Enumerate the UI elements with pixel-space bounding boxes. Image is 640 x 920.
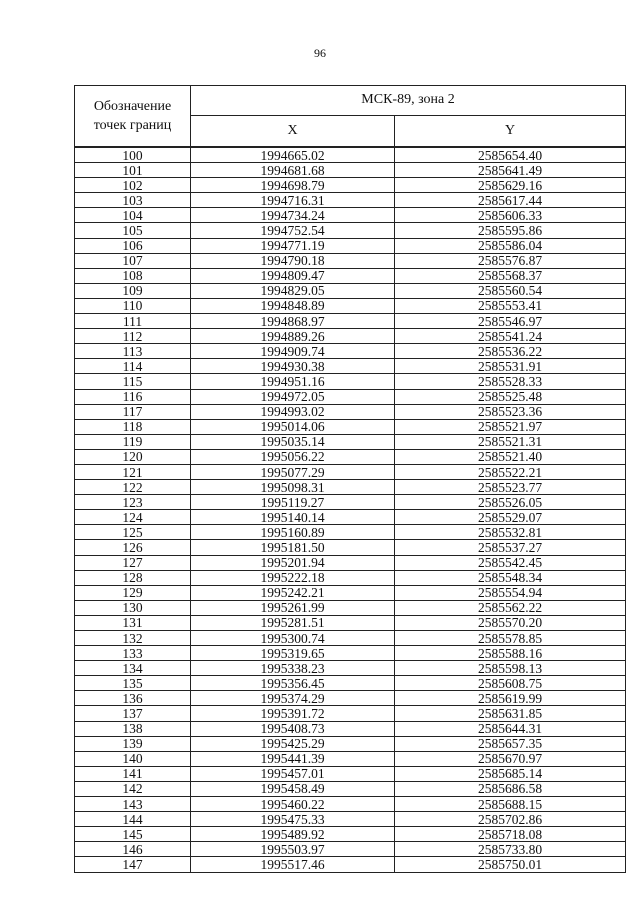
y-coordinate-cell: 2585588.16 <box>395 646 626 661</box>
table-row <box>75 449 626 464</box>
x-coordinate-cell: 1995391.72 <box>191 706 395 721</box>
y-coordinate-cell: 2585531.91 <box>395 359 626 374</box>
y-coordinate-cell: 2585541.24 <box>395 329 626 344</box>
point-id-cell: 142 <box>75 781 191 796</box>
y-coordinate-cell: 2585586.04 <box>395 238 626 253</box>
page-number: 96 <box>314 46 326 60</box>
point-id-cell: 101 <box>75 163 191 178</box>
point-id-cell: 135 <box>75 676 191 691</box>
x-coordinate-cell: 1994889.26 <box>191 329 395 344</box>
table-row <box>75 781 626 796</box>
point-id-cell: 132 <box>75 631 191 646</box>
table-row <box>75 344 626 359</box>
table-row <box>75 691 626 706</box>
point-id-cell: 119 <box>75 434 191 449</box>
y-coordinate-cell: 2585546.97 <box>395 314 626 329</box>
y-coordinate-cell: 2585521.31 <box>395 434 626 449</box>
x-coordinate-cell: 1995035.14 <box>191 434 395 449</box>
table-row <box>75 374 626 389</box>
table-row <box>75 510 626 525</box>
x-coordinate-cell: 1994698.79 <box>191 178 395 193</box>
point-id-cell: 133 <box>75 646 191 661</box>
y-coordinate-cell: 2585686.58 <box>395 781 626 796</box>
x-coordinate-cell: 1995181.50 <box>191 540 395 555</box>
point-id-cell: 118 <box>75 419 191 434</box>
y-coordinate-cell: 2585562.22 <box>395 600 626 615</box>
table-row <box>75 676 626 691</box>
x-coordinate-cell: 1995140.14 <box>191 510 395 525</box>
x-coordinate-cell: 1995014.06 <box>191 419 395 434</box>
y-coordinate-cell: 2585526.05 <box>395 495 626 510</box>
table-row <box>75 585 626 600</box>
table-row <box>75 766 626 781</box>
x-coordinate-cell: 1995077.29 <box>191 464 395 479</box>
x-coordinate-cell: 1995281.51 <box>191 615 395 630</box>
x-coordinate-cell: 1995056.22 <box>191 449 395 464</box>
point-id-cell: 127 <box>75 555 191 570</box>
table-row <box>75 615 626 630</box>
table-row <box>75 253 626 268</box>
point-id-cell: 123 <box>75 495 191 510</box>
point-id-cell: 143 <box>75 797 191 812</box>
table-row <box>75 480 626 495</box>
table-header <box>75 86 626 148</box>
table-body <box>75 147 626 872</box>
y-coordinate-cell: 2585702.86 <box>395 812 626 827</box>
x-coordinate-cell: 1994993.02 <box>191 404 395 419</box>
table-row <box>75 631 626 646</box>
y-coordinate-cell: 2585606.33 <box>395 208 626 223</box>
y-coordinate-cell: 2585529.07 <box>395 510 626 525</box>
x-coordinate-cell: 1994771.19 <box>191 238 395 253</box>
x-coordinate-cell: 1994716.31 <box>191 193 395 208</box>
point-id-cell: 137 <box>75 706 191 721</box>
table-row <box>75 857 626 872</box>
y-coordinate-cell: 2585521.40 <box>395 449 626 464</box>
point-id-cell: 128 <box>75 570 191 585</box>
table-row <box>75 646 626 661</box>
x-coordinate-cell: 1995374.29 <box>191 691 395 706</box>
y-coordinate-cell: 2585629.16 <box>395 178 626 193</box>
x-coordinate-cell: 1995300.74 <box>191 631 395 646</box>
point-id-cell: 116 <box>75 389 191 404</box>
y-coordinate-cell: 2585576.87 <box>395 253 626 268</box>
table-row <box>75 495 626 510</box>
y-coordinate-cell: 2585523.77 <box>395 480 626 495</box>
y-coordinate-cell: 2585619.99 <box>395 691 626 706</box>
y-coordinate-cell: 2585522.21 <box>395 464 626 479</box>
x-coordinate-cell: 1995242.21 <box>191 585 395 600</box>
table-row <box>75 570 626 585</box>
x-coordinate-cell: 1994752.54 <box>191 223 395 238</box>
point-id-cell: 147 <box>75 857 191 872</box>
y-coordinate-cell: 2585532.81 <box>395 525 626 540</box>
point-id-cell: 136 <box>75 691 191 706</box>
point-id-cell: 109 <box>75 283 191 298</box>
table-row <box>75 827 626 842</box>
x-coordinate-cell: 1995319.65 <box>191 646 395 661</box>
point-id-cell: 110 <box>75 298 191 313</box>
point-id-cell: 145 <box>75 827 191 842</box>
x-coordinate-cell: 1995475.33 <box>191 812 395 827</box>
point-id-cell: 140 <box>75 751 191 766</box>
y-coordinate-cell: 2585733.80 <box>395 842 626 857</box>
y-coordinate-cell: 2585685.14 <box>395 766 626 781</box>
x-coordinate-cell: 1994790.18 <box>191 253 395 268</box>
y-coordinate-cell: 2585537.27 <box>395 540 626 555</box>
y-coordinate-cell: 2585644.31 <box>395 721 626 736</box>
table-row <box>75 268 626 283</box>
x-coordinate-cell: 1994848.89 <box>191 298 395 313</box>
point-id-cell: 121 <box>75 464 191 479</box>
y-coordinate-cell: 2585688.15 <box>395 797 626 812</box>
point-id-cell: 105 <box>75 223 191 238</box>
point-id-cell: 144 <box>75 812 191 827</box>
y-coordinate-cell: 2585554.94 <box>395 585 626 600</box>
x-coordinate-cell: 1994868.97 <box>191 314 395 329</box>
table-row <box>75 329 626 344</box>
table-row <box>75 812 626 827</box>
point-id-cell: 111 <box>75 314 191 329</box>
point-id-cell: 129 <box>75 585 191 600</box>
point-id-cell: 126 <box>75 540 191 555</box>
y-coordinate-cell: 2585718.08 <box>395 827 626 842</box>
y-coordinate-cell: 2585641.49 <box>395 163 626 178</box>
table-row <box>75 147 626 163</box>
table-row <box>75 797 626 812</box>
table-row <box>75 178 626 193</box>
table-row <box>75 721 626 736</box>
y-coordinate-cell: 2585536.22 <box>395 344 626 359</box>
y-coordinate-cell: 2585654.40 <box>395 147 626 163</box>
point-id-cell: 106 <box>75 238 191 253</box>
y-coordinate-cell: 2585595.86 <box>395 223 626 238</box>
x-coordinate-cell: 1995458.49 <box>191 781 395 796</box>
y-coordinate-cell: 2585568.37 <box>395 268 626 283</box>
x-coordinate-cell: 1995489.92 <box>191 827 395 842</box>
x-coordinate-cell: 1995222.18 <box>191 570 395 585</box>
x-coordinate-cell: 1994951.16 <box>191 374 395 389</box>
table-row <box>75 540 626 555</box>
x-coordinate-cell: 1995201.94 <box>191 555 395 570</box>
point-header-line1: Обозначение <box>93 99 172 114</box>
x-coordinate-cell: 1994809.47 <box>191 268 395 283</box>
x-coordinate-cell: 1994681.68 <box>191 163 395 178</box>
point-id-cell: 146 <box>75 842 191 857</box>
point-id-cell: 124 <box>75 510 191 525</box>
x-coordinate-cell: 1995408.73 <box>191 721 395 736</box>
point-id-cell: 115 <box>75 374 191 389</box>
point-id-cell: 114 <box>75 359 191 374</box>
table-row <box>75 163 626 178</box>
coordinate-system-header: МСК-89, зона 2 <box>191 86 626 116</box>
x-coordinate-cell: 1995160.89 <box>191 525 395 540</box>
y-coordinate-cell: 2585657.35 <box>395 736 626 751</box>
y-coordinate-cell: 2585750.01 <box>395 857 626 872</box>
y-coordinate-cell: 2585598.13 <box>395 661 626 676</box>
x-column-header: X <box>191 115 395 147</box>
y-coordinate-cell: 2585548.34 <box>395 570 626 585</box>
x-coordinate-cell: 1994930.38 <box>191 359 395 374</box>
table-row <box>75 404 626 419</box>
point-id-cell: 103 <box>75 193 191 208</box>
table-row <box>75 389 626 404</box>
y-coordinate-cell: 2585560.54 <box>395 283 626 298</box>
y-coordinate-cell: 2585521.97 <box>395 419 626 434</box>
point-id-cell: 125 <box>75 525 191 540</box>
y-coordinate-cell: 2585542.45 <box>395 555 626 570</box>
point-id-cell: 100 <box>75 147 191 163</box>
y-column-header: Y <box>395 115 626 147</box>
table-row <box>75 842 626 857</box>
point-id-cell: 120 <box>75 449 191 464</box>
x-coordinate-cell: 1995517.46 <box>191 857 395 872</box>
x-coordinate-cell: 1995261.99 <box>191 600 395 615</box>
point-designation-header <box>75 86 191 148</box>
table-row <box>75 751 626 766</box>
y-coordinate-cell: 2585553.41 <box>395 298 626 313</box>
y-coordinate-cell: 2585523.36 <box>395 404 626 419</box>
point-id-cell: 134 <box>75 661 191 676</box>
x-coordinate-cell: 1995425.29 <box>191 736 395 751</box>
table-row <box>75 464 626 479</box>
table-row <box>75 238 626 253</box>
y-coordinate-cell: 2585528.33 <box>395 374 626 389</box>
x-coordinate-cell: 1995119.27 <box>191 495 395 510</box>
x-coordinate-cell: 1995503.97 <box>191 842 395 857</box>
y-coordinate-cell: 2585608.75 <box>395 676 626 691</box>
table-row <box>75 600 626 615</box>
x-coordinate-cell: 1995338.23 <box>191 661 395 676</box>
y-coordinate-cell: 2585525.48 <box>395 389 626 404</box>
x-coordinate-cell: 1995460.22 <box>191 797 395 812</box>
coordinates-table <box>74 85 626 873</box>
x-coordinate-cell: 1994734.24 <box>191 208 395 223</box>
y-coordinate-cell: 2585617.44 <box>395 193 626 208</box>
table-row <box>75 555 626 570</box>
point-id-cell: 138 <box>75 721 191 736</box>
point-id-cell: 131 <box>75 615 191 630</box>
table-row <box>75 314 626 329</box>
point-id-cell: 141 <box>75 766 191 781</box>
table-row <box>75 359 626 374</box>
point-header-line2: точек границ <box>93 118 172 133</box>
point-id-cell: 108 <box>75 268 191 283</box>
point-id-cell: 117 <box>75 404 191 419</box>
table-row <box>75 525 626 540</box>
x-coordinate-cell: 1994829.05 <box>191 283 395 298</box>
x-coordinate-cell: 1994665.02 <box>191 147 395 163</box>
point-id-cell: 104 <box>75 208 191 223</box>
table-row <box>75 193 626 208</box>
table-row <box>75 208 626 223</box>
table-row <box>75 706 626 721</box>
table-row <box>75 298 626 313</box>
x-coordinate-cell: 1995457.01 <box>191 766 395 781</box>
point-id-cell: 139 <box>75 736 191 751</box>
point-id-cell: 112 <box>75 329 191 344</box>
point-id-cell: 130 <box>75 600 191 615</box>
y-coordinate-cell: 2585578.85 <box>395 631 626 646</box>
x-coordinate-cell: 1995098.31 <box>191 480 395 495</box>
y-coordinate-cell: 2585570.20 <box>395 615 626 630</box>
y-coordinate-cell: 2585670.97 <box>395 751 626 766</box>
x-coordinate-cell: 1995356.45 <box>191 676 395 691</box>
y-coordinate-cell: 2585631.85 <box>395 706 626 721</box>
point-id-cell: 107 <box>75 253 191 268</box>
x-coordinate-cell: 1995441.39 <box>191 751 395 766</box>
point-id-cell: 102 <box>75 178 191 193</box>
header-row-top <box>75 86 626 116</box>
table-row <box>75 434 626 449</box>
point-id-cell: 113 <box>75 344 191 359</box>
table-row <box>75 419 626 434</box>
table-row <box>75 223 626 238</box>
x-coordinate-cell: 1994972.05 <box>191 389 395 404</box>
table-row <box>75 736 626 751</box>
x-coordinate-cell: 1994909.74 <box>191 344 395 359</box>
table-row <box>75 661 626 676</box>
point-id-cell: 122 <box>75 480 191 495</box>
table-row <box>75 283 626 298</box>
